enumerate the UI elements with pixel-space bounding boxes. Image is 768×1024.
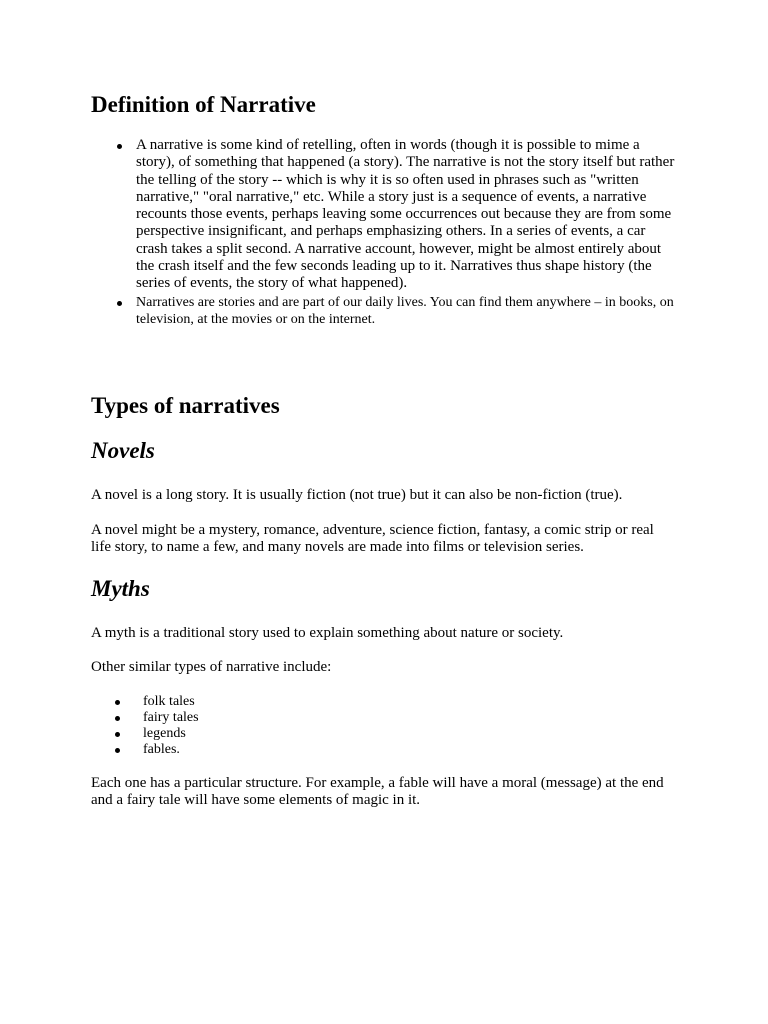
paragraph-line: Other similar types of narrative include: <box>91 659 332 675</box>
paragraph-line: Each one has a particular structure. For example, a fable will have a moral (message) at the end <box>91 775 664 791</box>
similar-types-list <box>143 694 199 758</box>
section-heading-definition: Definition of Narrative <box>91 92 316 117</box>
bullet-icon <box>115 732 120 737</box>
bullet-line: narrative," "oral narrative," etc. While a story just is a sequence of events, a narrative <box>136 188 647 205</box>
list-item <box>143 742 199 758</box>
definition-bullet-list-2 <box>136 294 674 328</box>
bullet-line: the telling of the story -- which is why it is so often used in phrases such as "written <box>136 171 639 188</box>
paragraph-line: A novel is a long story. It is usually fiction (not true) but it can also be non-fiction (true). <box>91 487 623 503</box>
bullet-line: Narratives are stories and are part of our daily lives. You can find them anywhere – in books, on <box>136 295 674 310</box>
bullet-icon <box>117 301 122 306</box>
paragraph-line: and a fairy tale will have some elements of magic in it. <box>91 792 421 809</box>
list-item-label: legends <box>143 726 186 741</box>
list-item <box>143 726 199 742</box>
bullet-line: story), of something that happened (a story). The narrative is not the story itself but rather <box>136 154 675 171</box>
list-item <box>143 694 199 710</box>
bullet-line: the crash itself and the few seconds leading up to it. Narratives thus shape history (the <box>136 258 652 275</box>
bullet-line: perspective insignificant, and perhaps emphasizing others. In a series of events, a car <box>136 223 646 240</box>
bullet-icon <box>115 748 120 753</box>
myths-closing-paragraph <box>91 775 664 810</box>
bullet-line: recounts those events, perhaps leaving some occurrences out because they are from some <box>136 206 672 223</box>
myths-intro <box>91 625 563 642</box>
subheading-myths: Myths <box>91 576 150 601</box>
list-item <box>143 710 199 726</box>
paragraph-line: life story, to name a few, and many novels are made into films or television series. <box>91 539 584 556</box>
bullet-icon <box>115 700 120 705</box>
paragraph-line: A novel might be a mystery, romance, adventure, science fiction, fantasy, a comic strip or real <box>91 522 654 538</box>
bullet-icon <box>115 716 120 721</box>
bullet-line: series of events, the story of what happened). <box>136 275 408 292</box>
list-item <box>136 294 674 328</box>
bullet-line: A narrative is some kind of retelling, often in words (though it is possible to mime a <box>136 137 640 153</box>
list-item <box>136 137 674 293</box>
list-item-label: fables. <box>143 742 180 757</box>
similar-types-intro <box>91 659 331 676</box>
definition-bullet-list <box>136 137 674 293</box>
novels-paragraph <box>91 522 654 557</box>
novels-paragraph <box>91 487 622 504</box>
section-heading-types: Types of narratives <box>91 393 280 418</box>
paragraph-line: A myth is a traditional story used to explain something about nature or society. <box>91 625 564 641</box>
subheading-novels: Novels <box>91 438 155 463</box>
list-item-label: folk tales <box>143 694 195 709</box>
bullet-line: crash takes a split second. A narrative account, however, might be almost entirely about <box>136 240 662 257</box>
bullet-icon <box>117 144 122 149</box>
bullet-line: television, at the movies or on the internet. <box>136 312 376 327</box>
list-item-label: fairy tales <box>143 710 199 725</box>
